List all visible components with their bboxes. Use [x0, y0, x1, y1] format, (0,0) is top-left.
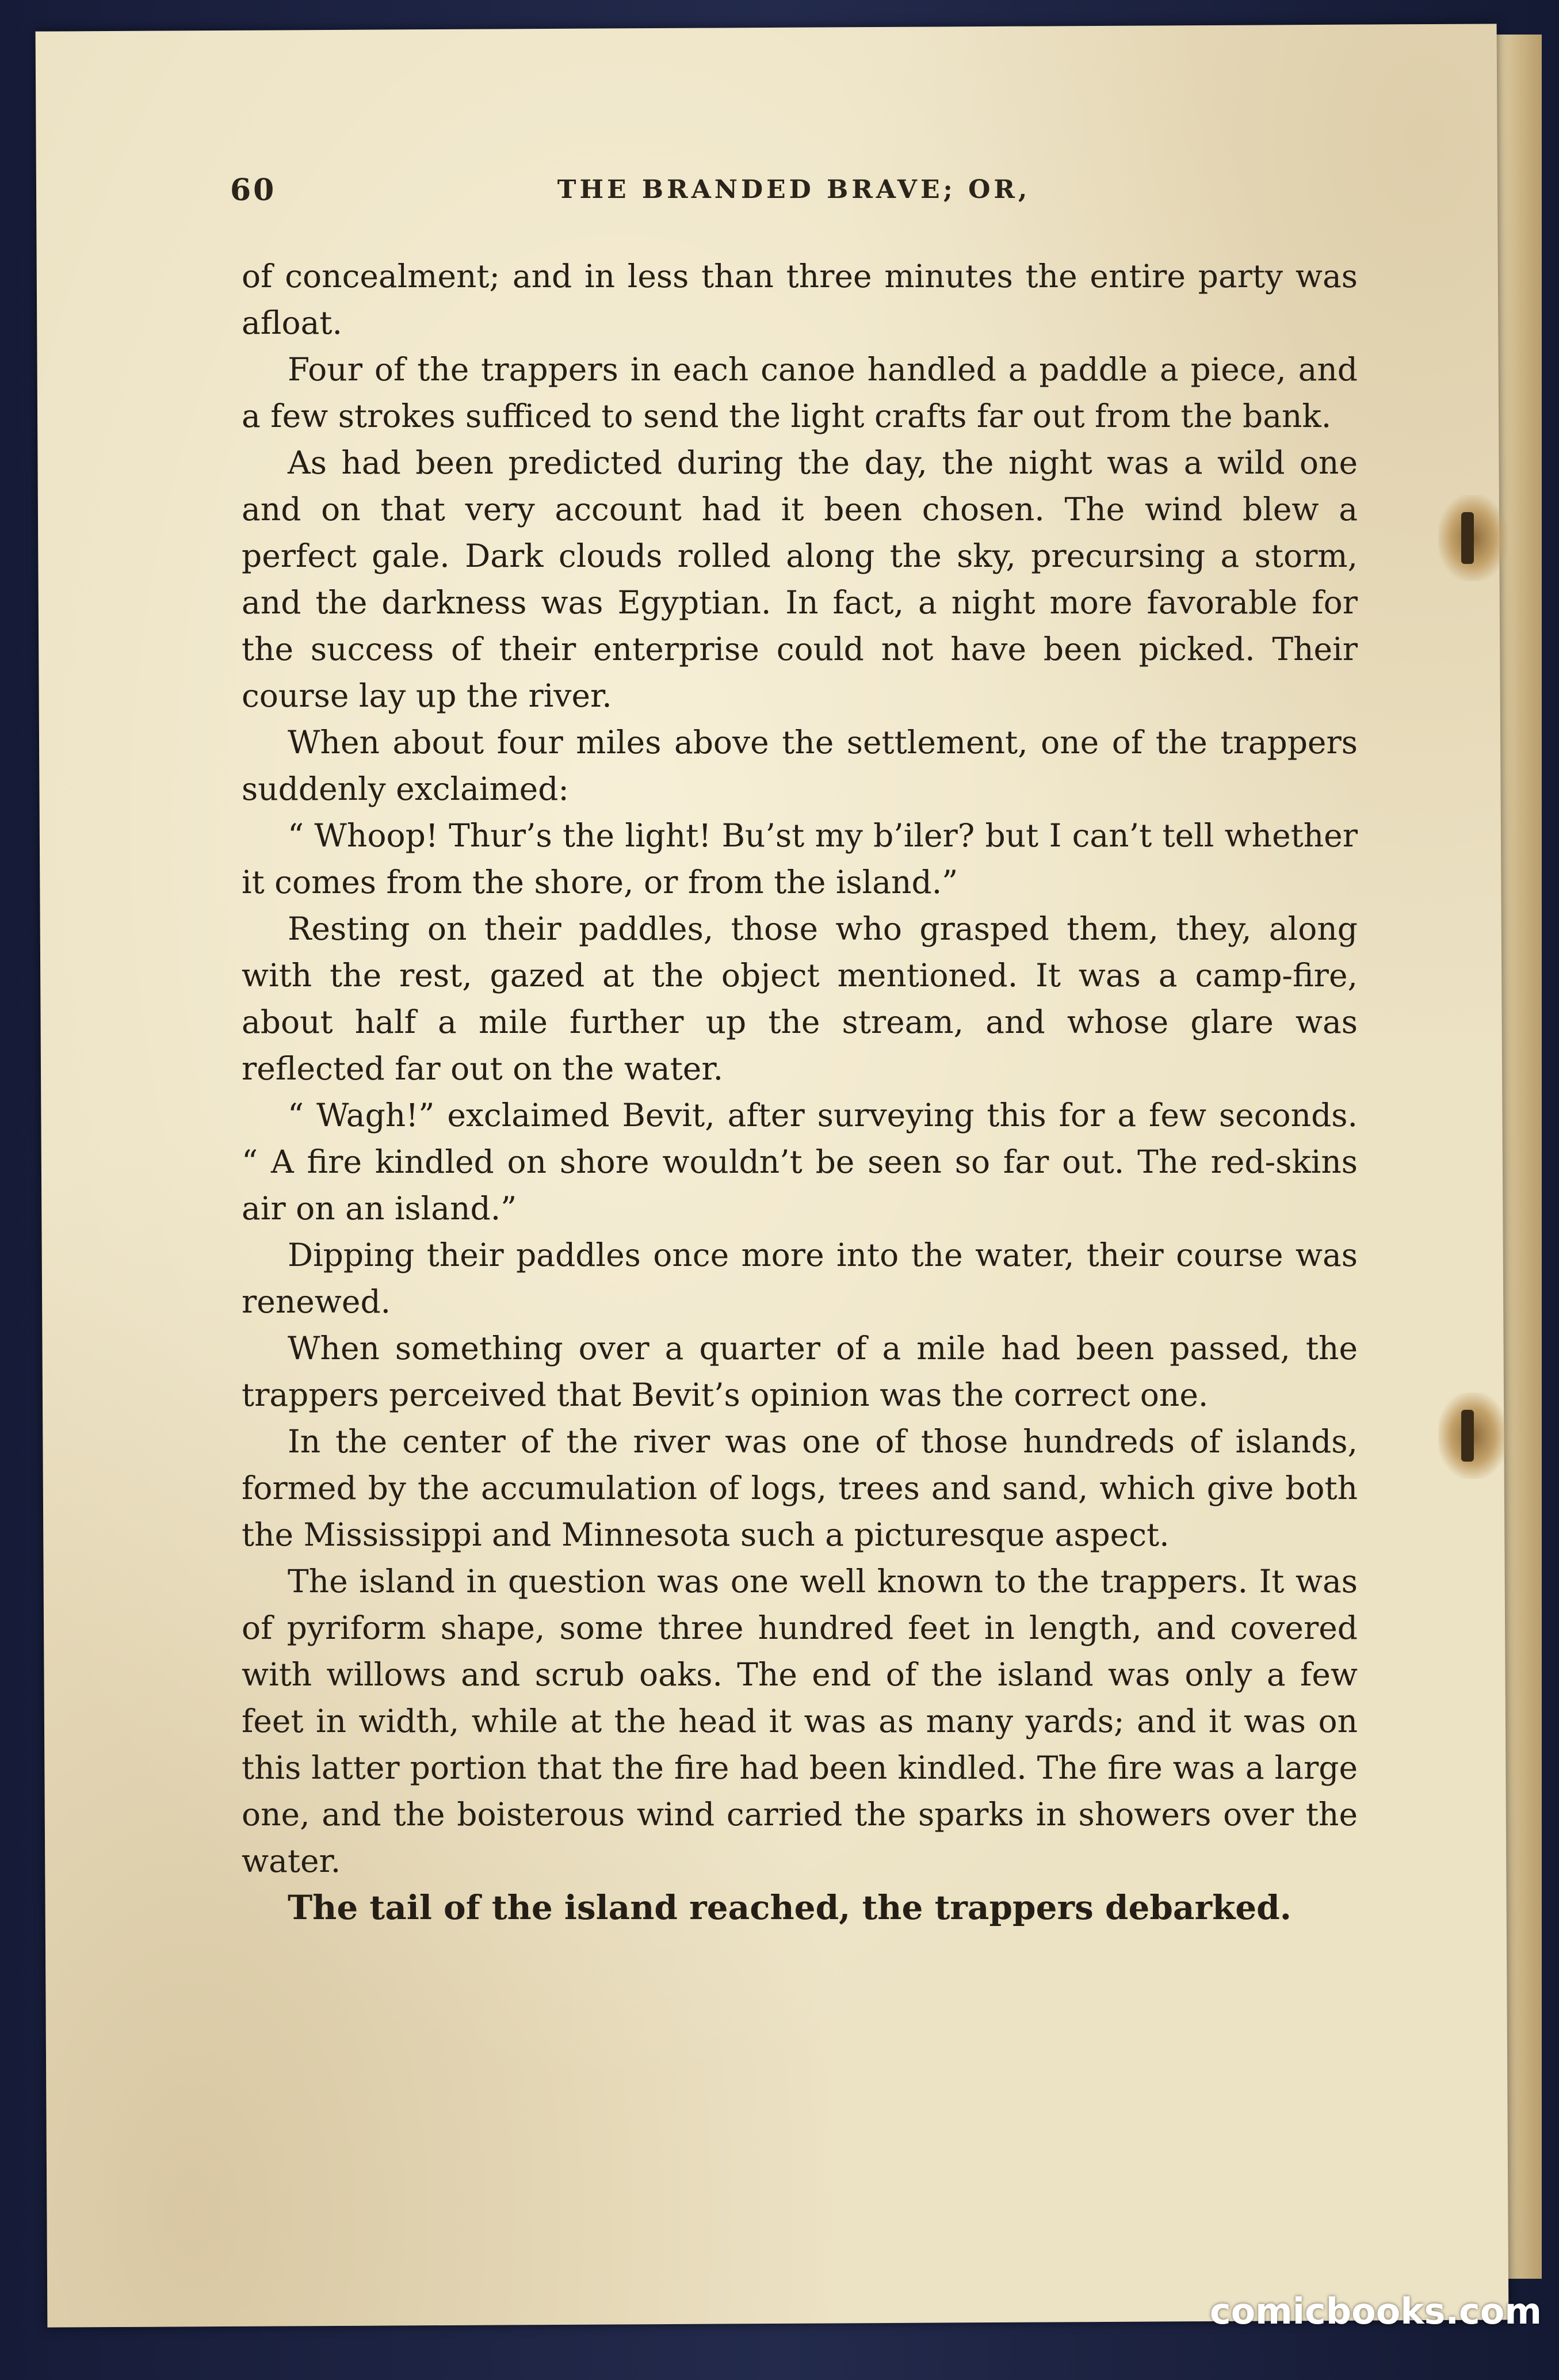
- paragraph: “ Wagh!” exclaimed Bevit, after surveying this for a few seconds. “ A fire kindled on shore wouldn’t be seen so far out. The red-skins air on an island.”: [242, 1097, 1358, 1227]
- paragraph: The island in question was one well known to the trappers. It was of pyriform shape, some three hundred feet in length, and covered with willows and scrub oaks. The end of the island was only a few feet in width, while at the head it was as many yards; and it was on this latter portion that the fire had been kindled. The fire was a large one, and the boisterous wind carried the sparks in showers over the water.: [242, 1563, 1358, 1879]
- running-header: [230, 173, 1358, 219]
- paragraph: In the center of the river was one of those hundreds of islands, formed by the accumulation of logs, trees and sand, which give both the Mississippi and Minnesota such a picturesque aspect.: [242, 1423, 1358, 1553]
- paragraph: The tail of the island reached, the trappers debarked.: [288, 1888, 1291, 1927]
- paragraph: “ Whoop! Thur’s the light! Bu’st my b’iler? but I can’t tell whether it comes from the shore, or from the island.”: [242, 817, 1358, 901]
- paragraph: Dipping their paddles once more into the water, their course was renewed.: [242, 1237, 1358, 1320]
- paragraph: When about four miles above the settlement, one of the trappers suddenly exclaimed:: [242, 724, 1358, 807]
- binding-staple: [1438, 495, 1507, 581]
- body-text: [242, 253, 1358, 1931]
- paragraph: of concealment; and in less than three minutes the entire party was afloat.: [242, 258, 1358, 341]
- paragraph: When something over a quarter of a mile had been passed, the trappers perceived that Bevit’s opinion was the correct one.: [242, 1330, 1358, 1413]
- binding-staple: [1438, 1393, 1507, 1479]
- watermark: comicbooks.com: [1209, 2290, 1542, 2332]
- paragraph: Four of the trappers in each canoe handled a paddle a piece, and a few strokes sufficed to send the light crafts far out from the bank.: [242, 351, 1358, 434]
- running-title: THE BRANDED BRAVE; OR,: [557, 175, 1031, 204]
- paragraph: Resting on their paddles, those who grasped them, they, along with the rest, gazed at the object mentioned. It was a camp-fire, about half a mile further up the stream, and whose glare was reflected far out on the water.: [242, 910, 1358, 1087]
- paragraph: As had been predicted during the day, the night was a wild one and on that very account had it been chosen. The wind blew a perfect gale. Dark clouds rolled along the sky, precursing a storm, and the darkness was Egyptian. In fact, a night more favorable for the success of their enterprise could not have been picked. Their course lay up the river.: [242, 444, 1358, 714]
- page-number: 60: [230, 173, 277, 208]
